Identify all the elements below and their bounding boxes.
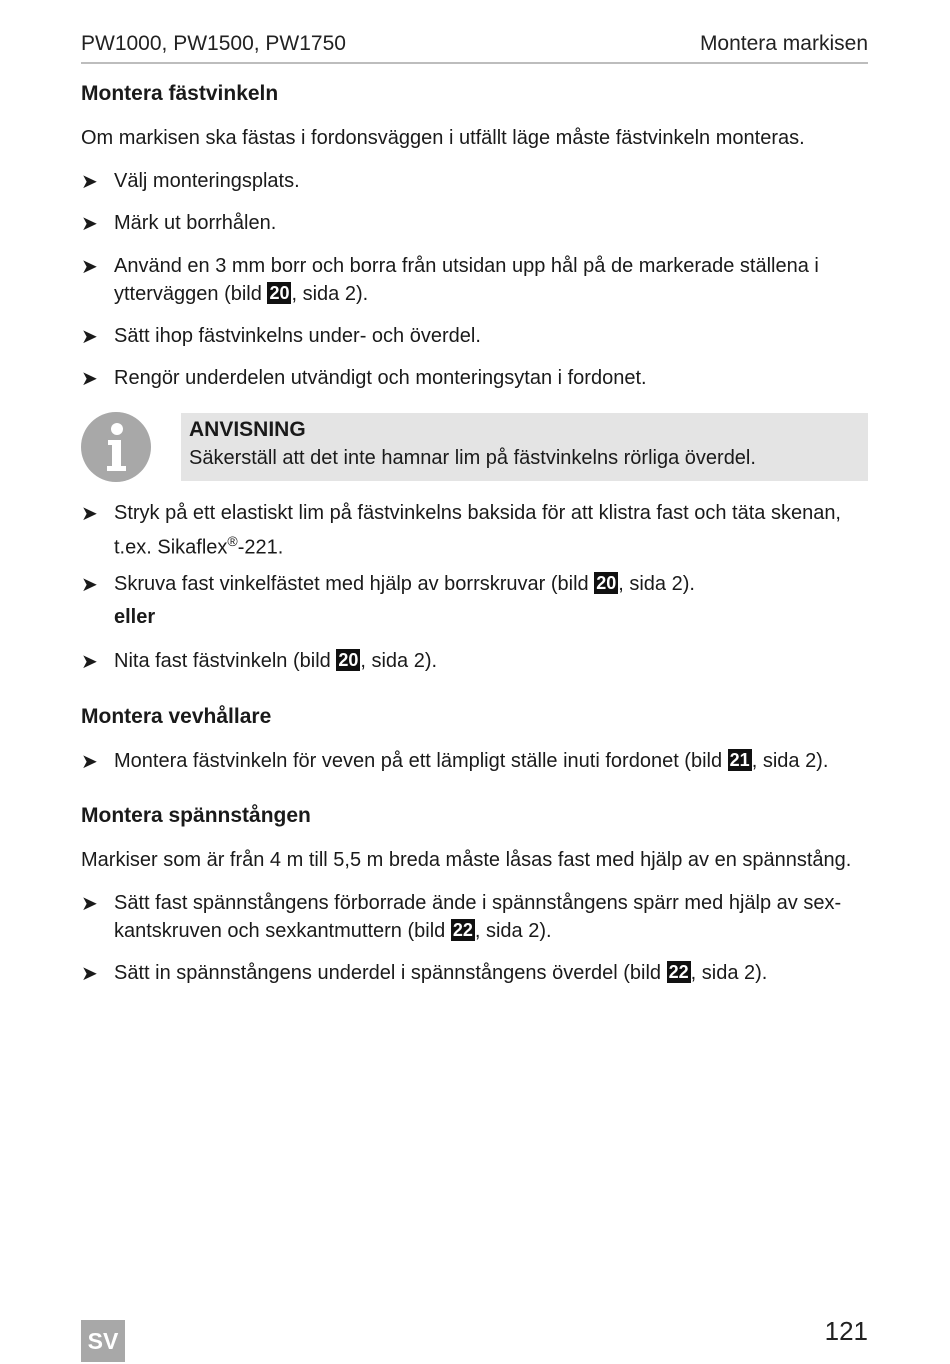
heading-montera-fastvinkeln: Montera fästvinkeln <box>81 82 279 105</box>
arrow-bullet-icon: ➤ <box>81 368 98 390</box>
notice-title: ANVISNING <box>189 418 306 441</box>
arrow-bullet-icon: ➤ <box>81 963 98 985</box>
figure-ref-21: 21 <box>729 750 750 770</box>
list-item: ➤ Montera fästvinkeln för veven på ett lämpligt ställe inuti fordonet (bild 21 , sida 2). <box>81 747 871 775</box>
heading-montera-vevhallare: Montera vevhållare <box>81 705 272 728</box>
figure-ref-22: 22 <box>668 962 689 982</box>
arrow-bullet-icon: ➤ <box>81 503 98 525</box>
heading-montera-spannstangen: Montera spännstången <box>81 804 311 827</box>
list-item: ➤ Använd en 3 mm borr och borra från utsidan upp hål på de markerade ställena i ytterväggen (bild 20 , sida 2). <box>81 255 819 305</box>
arrow-bullet-icon: ➤ <box>81 326 98 348</box>
list-item: ➤ Välj monteringsplats. <box>81 167 871 195</box>
figure-ref-20: 20 <box>596 573 617 593</box>
header-chapter: Montera markisen <box>699 32 868 55</box>
arrow-bullet-icon: ➤ <box>81 213 98 235</box>
arrow-bullet-icon: ➤ <box>81 893 98 915</box>
notice-text: Säkerställ att det inte hamnar lim på fästvinkelns rörliga överdel. <box>189 447 756 469</box>
list-item: ➤ Nita fast fästvinkeln (bild 20 , sida 2). <box>81 647 871 675</box>
list-item: ➤ Skruva fast vinkelfästet med hjälp av borrskruvar (bild 20 , sida 2). <box>81 570 871 598</box>
list-item: ➤ Sätt fast spännstångens förborrade ände i spännstångens spärr med hjälp av sex- kantskruven och sexkantmuttern (bild 22 , sida 2). <box>81 892 842 942</box>
or-label: eller <box>114 606 156 628</box>
arrow-bullet-icon: ➤ <box>81 256 98 278</box>
header-models: PW1000, PW1500, PW1750 <box>81 32 346 55</box>
list-item: ➤ Stryk på ett elastiskt lim på fästvinkelns baksida för att klistra fast och täta skenan, t.ex. Sikaflex®-221. <box>81 502 841 559</box>
arrow-bullet-icon: ➤ <box>81 751 98 773</box>
figure-ref-20: 20 <box>269 283 290 303</box>
intro-paragraph: Om markisen ska fästas i fordonsväggen i utfällt läge måste fästvinkeln monteras. <box>81 127 805 149</box>
notice-box <box>181 413 868 481</box>
page-header <box>81 30 868 64</box>
arrow-bullet-icon: ➤ <box>81 574 98 596</box>
arrow-bullet-icon: ➤ <box>81 651 98 673</box>
figure-ref-20: 20 <box>338 650 359 670</box>
list-item: ➤ Rengör underdelen utvändigt och monteringsytan i fordonet. <box>81 364 871 392</box>
list-item: ➤ Sätt in spännstångens underdel i spännstångens överdel (bild 22 , sida 2). <box>81 959 871 987</box>
list-item: ➤ Sätt ihop fästvinkelns under- och överdel. <box>81 322 871 350</box>
page-number: 121 <box>824 1316 868 1346</box>
arrow-bullet-icon: ➤ <box>81 171 98 193</box>
list-item: ➤ Märk ut borrhålen. <box>81 209 871 237</box>
intro-paragraph: Markiser som är från 4 m till 5,5 m breda måste låsas fast med hjälp av en spännstång. <box>81 849 852 871</box>
info-icon <box>81 412 151 482</box>
figure-ref-22: 22 <box>452 920 473 940</box>
language-badge: SV <box>81 1320 125 1362</box>
